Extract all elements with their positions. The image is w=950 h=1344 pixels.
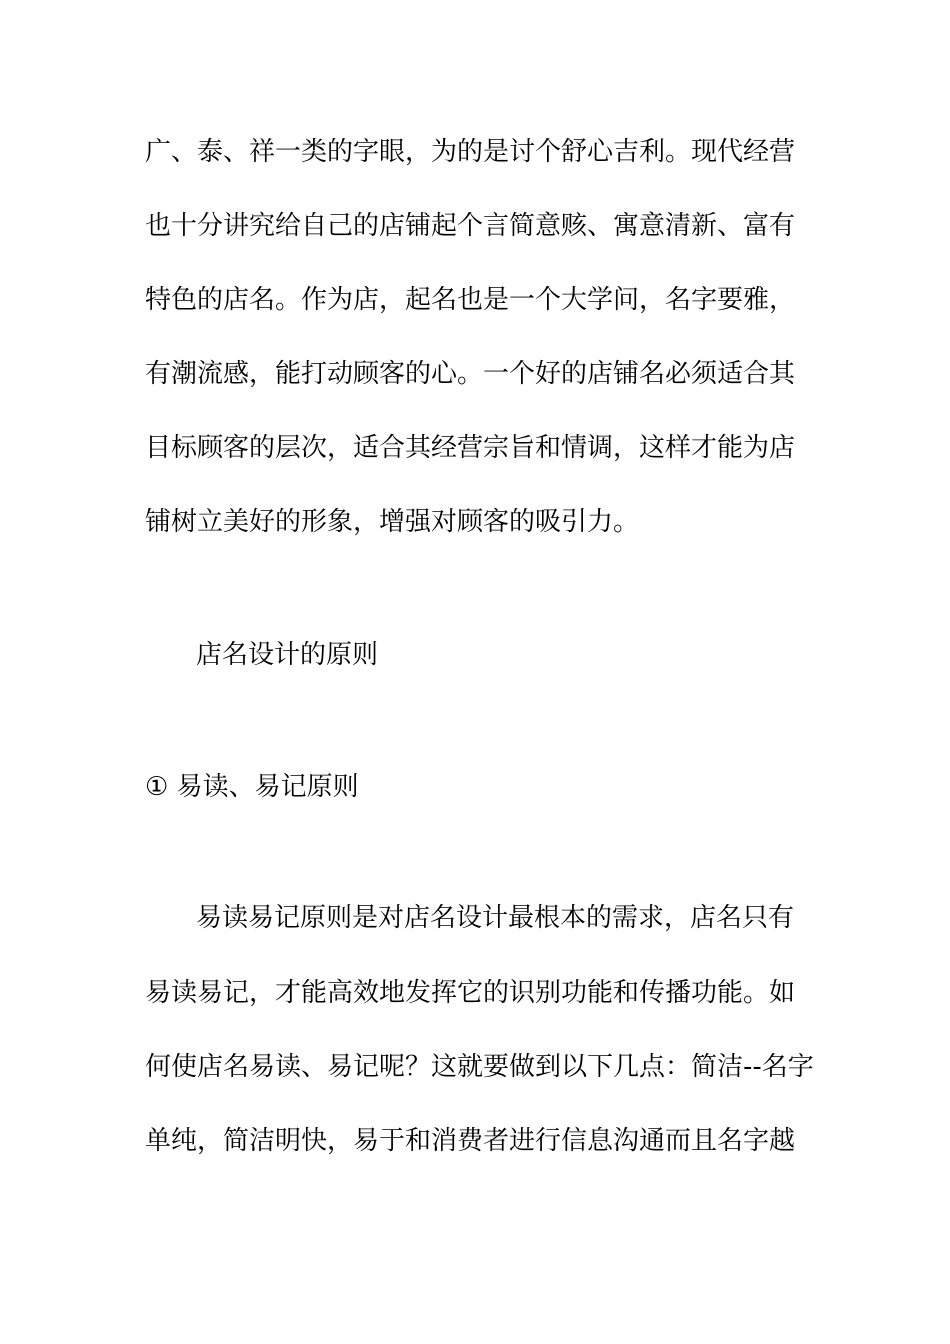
paragraph-2-line-3: 何使店名易读、易记呢？这就要做到以下几点：简洁--名字: [145, 1052, 814, 1082]
paragraph-2-line-2: 易读易记，才能高效地发挥它的识别功能和传播功能。如: [145, 978, 796, 1008]
section-heading: 店名设计的原则: [196, 640, 379, 670]
paragraph-1-line-4: 有潮流感，能打动顾客的心。一个好的店铺名必须适合其: [145, 359, 796, 389]
paragraph-2-line-4: 单纯，简洁明快，易于和消费者进行信息沟通而且名字越: [145, 1126, 796, 1156]
subheading: ① 易读、易记原则: [145, 772, 359, 802]
paragraph-1-line-3: 特色的店名。作为店，起名也是一个大学问，名字要雅，: [145, 285, 796, 315]
paragraph-1-line-6: 铺树立美好的形象，增强对顾客的吸引力。: [145, 507, 640, 537]
paragraph-1-line-5: 目标顾客的层次，适合其经营宗旨和情调，这样才能为店: [145, 433, 796, 463]
paragraph-1-line-2: 也十分讲究给自己的店铺起个言简意赅、寓意清新、富有: [145, 211, 796, 241]
paragraph-2-line-1: 易读易记原则是对店名设计最根本的需求，店名只有: [196, 903, 795, 933]
paragraph-1-line-1: 广、泰、祥一类的字眼，为的是讨个舒心吉利。现代经营: [145, 137, 796, 167]
